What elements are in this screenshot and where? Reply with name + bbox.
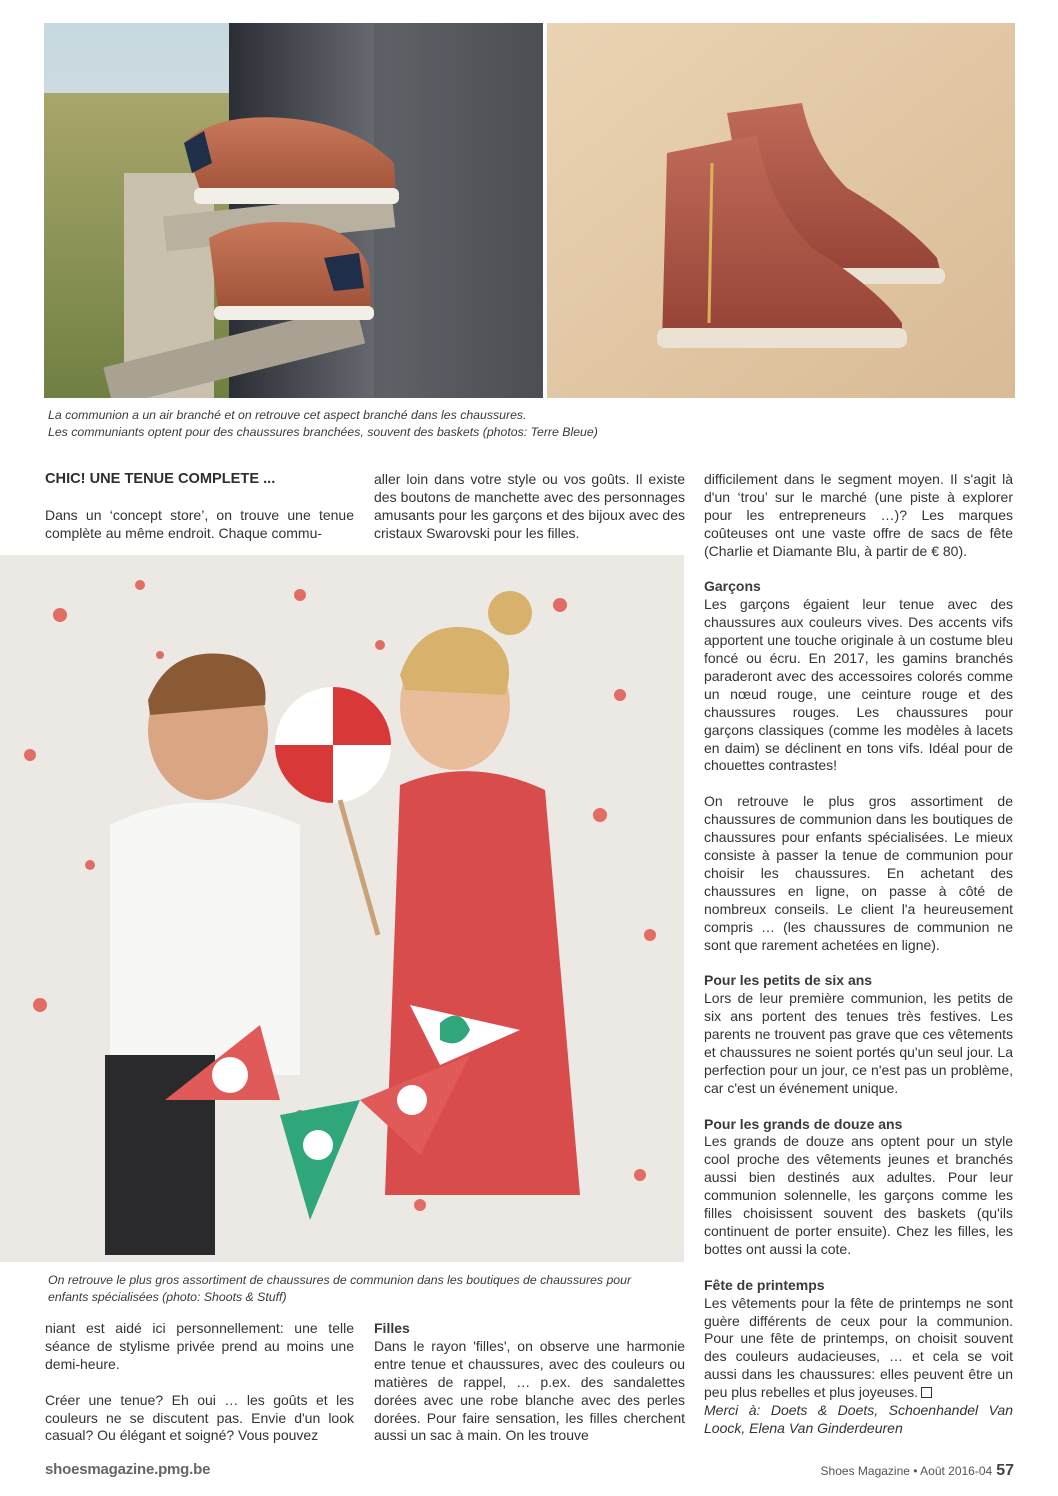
footer-website: shoesmagazine.pmg.be (45, 1461, 211, 1478)
article-column-2-bottom (374, 1320, 685, 1445)
intro-paragraph: Dans un ‘concept store’, on trouve une tenue complète au même endroit. Chaque commu- (45, 506, 354, 541)
petits-paragraph: Lors de leur première communion, les petits de six ans portent des tenues très festives. Les parents ne trouvent pas grave que ces vêtements et chaussures ne soient portés qu'un seul jour. La perfection pour un jour, ce n'est pas un problème, car c'est un événement unique. (704, 990, 1013, 1096)
ankle-boots-on-sand-photo (547, 23, 1015, 398)
top-photo-caption (48, 407, 988, 441)
middle-photo-caption (48, 1272, 688, 1306)
article-column-2-top (374, 471, 685, 543)
article-column-3 (704, 471, 1013, 1438)
creer-paragraph: Créer une tenue? Eh oui … les goûts et les couleurs ne se discutent pas. Envie d'un look casual? Ou élégant et soigné? Vous pouvez (45, 1391, 354, 1444)
fete-text: Les vêtements pour la fête de printemps ne sont guère différents de ceux pour la communion. Pour une fête de printemps, on choisit souvent des couleurs audacieuses, … et cela se voit aussi dans les chaussures: elles peuvent être un peu plus rebelles et plus joyeuses. (704, 1294, 1013, 1401)
sacs-paragraph: difficilement dans le segment moyen. Il s'agit là d'un ‘trou’ sur le marché (une piste à explorer pour les entrepreneurs …)? Les marques coûteuses ont une vaste offre de sacs de fête (Charlie et Diamante Blu, à partir de € 80). (704, 471, 1013, 559)
garcons-paragraph: Les garçons égaient leur tenue avec des chaussures aux couleurs vives. Des accents vifs apportent une touche originale à un costume bleu foncé ou écru. En 2017, les gamins branchés paraderont avec des accessoires colorés comme un nœud rouge, une ceinture rouge et des chaussures rouges. Les chaussures pour garçons classiques (comme les modèles à lacets en daim) se déclinent en tons vifs. Idéal pour de chouettes contrastes! (704, 596, 1013, 774)
middle-caption-line-2: enfants spécialisées (photo: Shoots & Stuff) (48, 1290, 287, 1304)
assortiment-paragraph: On retrouve le plus gros assortiment de chaussures de communion dans les boutiques de chaussures pour enfants spécialisées. Le mieux consiste à passer la tenue de communion pour choisir les chaussures. En achetant des chaussures en ligne, on passe à côté de nombreux conseils. Le client l'a heureusement compris … (les chaussures de communion ne sont que rarement achetées en ligne). (704, 793, 1013, 953)
main-heading: CHIC! UNE TENUE COMPLETE ... (45, 471, 276, 487)
sneakers-on-fence-photo (44, 23, 543, 398)
style-paragraph: aller loin dans votre style ou vos goûts. Il existe des boutons de manchette avec des personnages amusants pour les garçons et des bijoux avec des cristaux Swarovski pour les filles. (374, 471, 685, 541)
filles-heading: Filles (374, 1320, 410, 1336)
article-column-1-top (45, 471, 354, 543)
article-column-1-bottom (45, 1320, 354, 1445)
middle-caption-line-1: On retrouve le plus gros assortiment de chaussures de communion dans les boutiques de chaussures pour (48, 1273, 632, 1287)
grands-heading: Pour les grands de douze ans (704, 1115, 903, 1132)
grands-paragraph: Les grands de douze ans optent pour un style cool proche des vêtements jeunes et branchés aussi bien destinés aux adultes. Pour leur communion solennelle, les garçons comme les filles choisissent souvent des baskets (qu'ils continuent de porter ensuite). Chez les filles, les bottes ont aussi la cote. (704, 1133, 1013, 1257)
kids-with-lollipop-photo (0, 555, 684, 1262)
footer-issue-info (821, 1462, 1014, 1480)
fete-heading: Fête de printemps (704, 1276, 825, 1293)
thanks-line: Merci à: Doets & Doets, Schoenhandel Van Loock, Elena Van Ginderdeuren (704, 1402, 1013, 1436)
end-mark-icon (921, 1387, 932, 1398)
top-caption-line-1: La communion a un air branché et on retrouve cet aspect branché dans les chaussures. (48, 408, 527, 422)
footer-issue: Shoes Magazine • Août 2016-04 (820, 1464, 993, 1478)
page-number: 57 (996, 1462, 1014, 1479)
filles-paragraph: Dans le rayon 'filles', on observe une harmonie entre tenue et chaussures, avec des couleurs ou matières de rappel, … p.ex. des sandalettes dorées avec une robe blanche avec des perles dorées. Pour faire sensation, les filles cherchent aussi un sac à main. On les trouve (374, 1337, 685, 1444)
fete-paragraph (704, 1295, 1013, 1402)
garcons-heading: Garçons (704, 578, 761, 595)
top-caption-line-2: Les communiants optent pour des chaussures branchées, souvent des baskets (photos: Terre Bleue) (48, 425, 598, 439)
stylisme-paragraph: niant est aidé ici personnellement: une telle séance de stylisme privée prend au moins une demi-heure. (45, 1320, 354, 1372)
petits-heading: Pour les petits de six ans (704, 972, 873, 989)
